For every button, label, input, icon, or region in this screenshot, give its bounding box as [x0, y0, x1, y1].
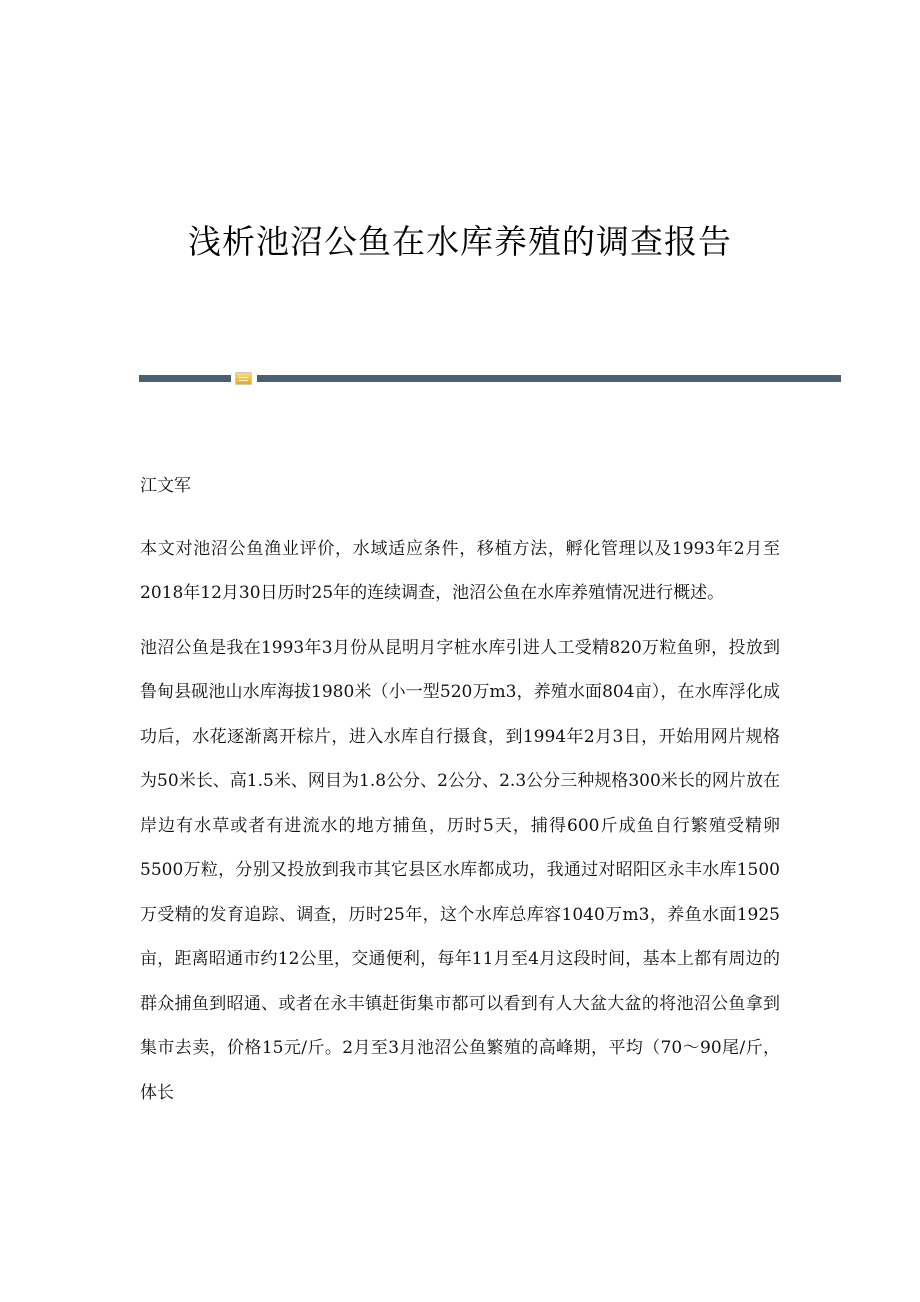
abstract-paragraph: 本文对池沼公鱼渔业评价，水域适应条件，移植方法，孵化管理以及1993年2月至2018年12月30日历时25年的连续调查，池沼公鱼在水库养殖情况进行概述。 [140, 538, 780, 603]
author-name: 江文军 [140, 476, 191, 496]
title-divider [139, 372, 841, 386]
document-title: 浅析池沼公鱼在水库养殖的调查报告 [188, 222, 732, 261]
body-paragraph: 池沼公鱼是我在1993年3月份从昆明月字桩水库引进人工受精820万粒鱼卵，投放到鲁甸县砚池山水库海拔1980米（小一型520万m3，养殖水面804亩），在水库浮化成功后，水花逐渐离开棕片，进入水库自行摄食，到1994年2月3日，开始用网片规格为50米长、高1.5米、网目为1.8公分、2公分、2.3公分三种规格300米长的网片放在岸边有水草或者有进流水的地方捕鱼，历时5天，捕得600斤成鱼自行繁殖受精卵5500万粒，分别又投放到我市其它县区水库都成功，我通过对昭阳区永丰水库1500万受精的发育追踪、调查，历时25年，这个水库总库容1040万m3，养鱼水面1925亩，距离昭通市约12公里，交通便利，每年11月至4月这段时间，基本上都有周边的群众捕鱼到昭通、或者在永丰镇赶街集市都可以看到有人大盆大盆的将池沼公鱼拿到集市去卖，价格15元/斤。2月至3月池沼公鱼繁殖的高峰期，平均（70～90尾/斤，体长 [140, 637, 780, 1103]
document-body [140, 464, 780, 1125]
divider-bar-left [139, 375, 231, 382]
document-emblem-icon [235, 372, 252, 385]
divider-bar-right [257, 375, 841, 382]
